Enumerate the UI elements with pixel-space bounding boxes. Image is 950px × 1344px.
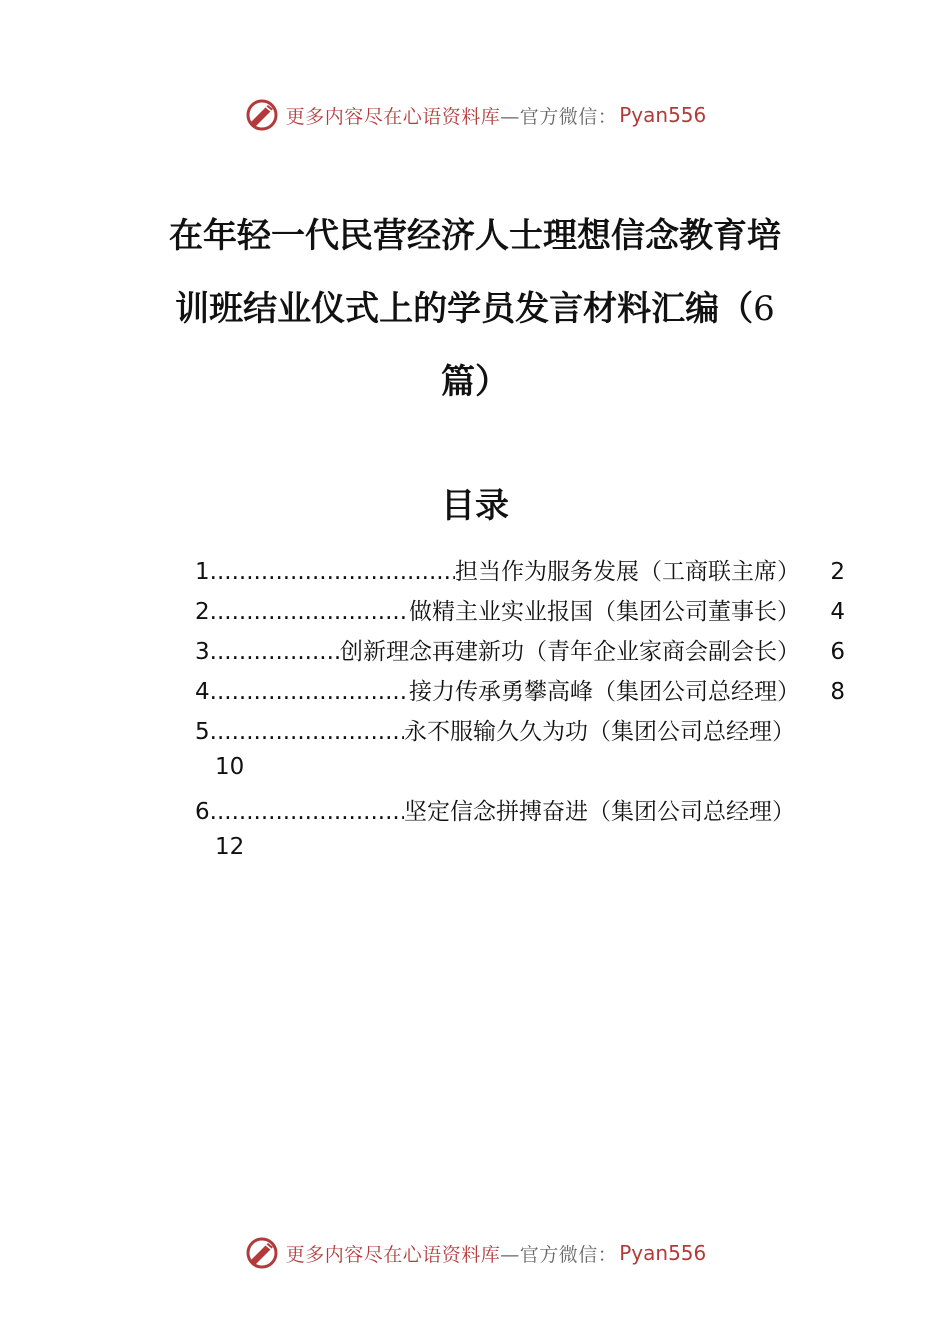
watermark-brand: 更多内容尽在心语资料库: [285, 1243, 501, 1266]
toc-entry-label: 接力传承勇攀高峰（集团公司总经理）: [409, 679, 800, 705]
pen-logo-icon: [244, 1235, 280, 1271]
toc-entry-label: 担当作为服务发展（工商联主席）: [455, 559, 800, 585]
title-line-2-text: 训班结业仪式上的学员发言材料汇编（: [175, 289, 754, 329]
watermark-label: —官方微信：: [500, 1243, 618, 1266]
toc-entry-number: 1: [195, 559, 210, 585]
toc-entry-label: 坚定信念拼搏奋进（集团公司总经理）: [404, 799, 795, 825]
toc-leader-dots: [210, 672, 409, 712]
toc-leader-dots: [210, 552, 455, 592]
watermark-label: —官方微信：: [500, 105, 618, 128]
toc-heading: 目录: [441, 486, 509, 526]
title-line-2: [150, 273, 800, 346]
toc-leader-dots: [210, 592, 409, 632]
watermark-account: Pyan556: [619, 1241, 707, 1265]
watermark-account: Pyan556: [619, 103, 707, 127]
toc-entry-number: 5: [195, 719, 210, 745]
toc-leader-dots: [210, 632, 340, 672]
watermark-text: [286, 1240, 618, 1267]
watermark-brand: 更多内容尽在心语资料库: [285, 105, 501, 128]
toc-entry-number: 2: [195, 599, 210, 625]
toc-entry[interactable]: [195, 592, 845, 632]
title-line-1: 在年轻一代民营经济人士理想信念教育培: [169, 216, 781, 256]
toc-entry-number: 6: [195, 799, 210, 825]
title-count: 6: [753, 289, 775, 329]
toc-entry-page: 12: [215, 834, 245, 860]
toc-entry-label: 创新理念再建新功（青年企业家商会副会长）: [340, 639, 800, 665]
toc-entry-page: 2: [830, 559, 845, 585]
toc-entry-page: 6: [830, 639, 845, 665]
title-line-3: 篇）: [441, 362, 509, 402]
toc-entry-page: 8: [830, 679, 845, 705]
table-of-contents: [195, 552, 845, 872]
toc-entry-line: [195, 712, 795, 752]
toc-leader-dots: [210, 712, 404, 752]
toc-entry-label: 永不服输久久为功（集团公司总经理）: [404, 719, 795, 745]
toc-entry-page: 10: [215, 754, 245, 780]
toc-entry[interactable]: [195, 552, 845, 592]
toc-leader-dots: [210, 792, 404, 832]
toc-entry-number: 4: [195, 679, 210, 705]
toc-entry-line: [195, 792, 795, 832]
toc-entry[interactable]: [195, 712, 845, 792]
toc-entry[interactable]: [195, 672, 845, 712]
watermark-text: [286, 102, 618, 129]
toc-entry[interactable]: [195, 792, 845, 872]
toc-entry-label: 做精主业实业报国（集团公司董事长）: [409, 599, 800, 625]
toc-entry[interactable]: [195, 632, 845, 672]
toc-entry-page: 4: [830, 599, 845, 625]
document-title: [150, 200, 800, 419]
pen-logo-icon: [244, 97, 280, 133]
watermark-footer: [0, 1233, 950, 1273]
toc-entry-number: 3: [195, 639, 210, 665]
watermark-header: [0, 95, 950, 135]
